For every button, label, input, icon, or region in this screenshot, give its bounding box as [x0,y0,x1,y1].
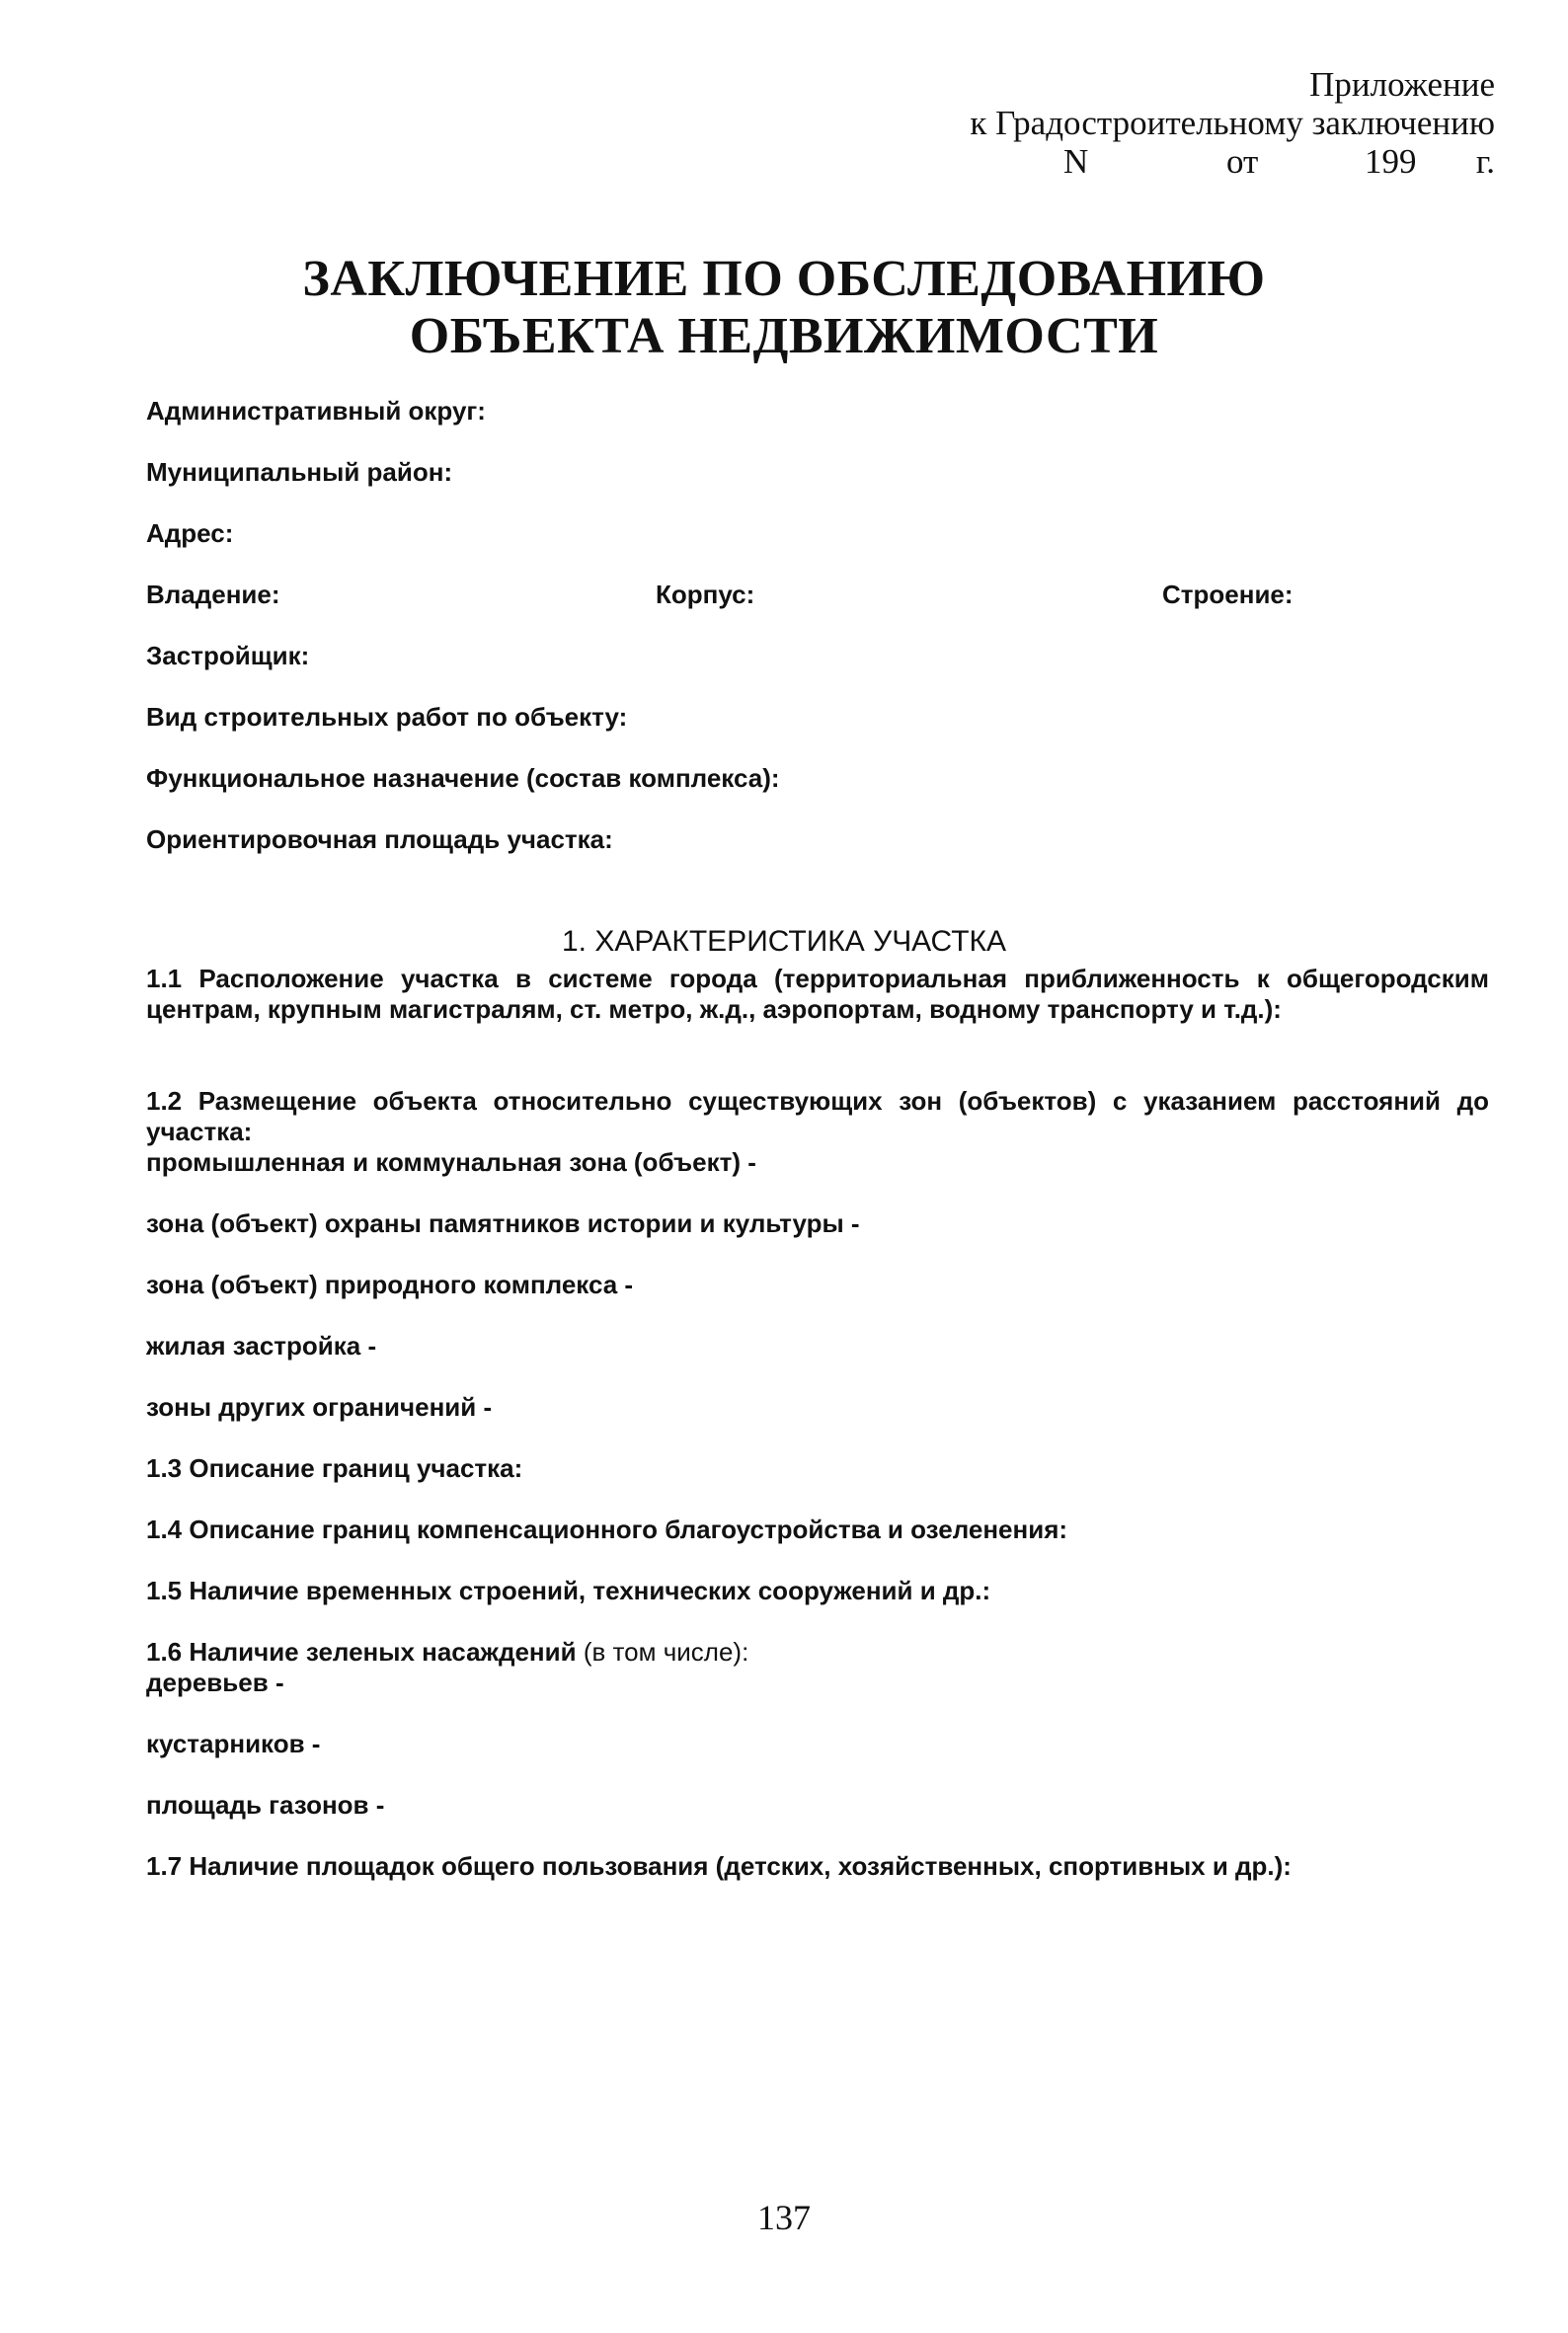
field-funkts-naznachenie: Функциональное назначение (состав комплекса): [146,763,780,793]
list-item-trees: деревьев - [146,1668,284,1697]
paragraph-1-6-note: (в том числе): [583,1637,749,1667]
field-municipal-rayon: Муниципальный район: [146,457,453,487]
appendix-reference: к Градостроительному заключению [970,104,1495,142]
list-item-heritage-zone: зона (объект) охраны памятников истории и культуры - [146,1208,860,1238]
field-zastroyshchik: Застройщик: [146,641,310,670]
list-item-industrial-zone: промышленная и коммунальная зона (объект) - [146,1147,756,1177]
field-vladenie: Владение: [146,580,280,609]
list-item-lawn-area: площадь газонов - [146,1790,385,1820]
paragraph-1-4: 1.4 Описание границ компенсационного благоустройства и озеленения: [146,1515,1068,1544]
paragraph-1-2: 1.2 Размещение объекта относительно существующих зон (объектов) с указанием расстояний до участка: [146,1086,1489,1146]
paragraph-1-5: 1.5 Наличие временных строений, технических сооружений и др.: [146,1576,991,1605]
paragraph-1-7: 1.7 Наличие площадок общего пользования (детских, хозяйственных, спортивных и др.): [146,1851,1292,1881]
appendix-year: 199 [1365,142,1417,181]
section-heading: 1. ХАРАКТЕРИСТИКА УЧАСТКА [561,925,1007,958]
paragraph-1-3: 1.3 Описание границ участка: [146,1453,523,1483]
paragraph-1-6 [146,1637,1489,1668]
field-address: Адрес: [146,518,234,548]
list-item-other-restrictions: зоны других ограничений - [146,1392,493,1422]
field-korpus: Корпус: [656,580,755,609]
appendix-header [970,65,1495,181]
document-title-line-2: ОБЪЕКТА НЕДВИЖИМОСТИ [409,308,1159,364]
field-admin-okrug: Административный округ: [146,396,486,426]
document-title [0,251,1568,365]
field-ploshchad-uchastka: Ориентировочная площадь участка: [146,824,613,854]
list-item-shrubs: кустарников - [146,1729,321,1758]
list-item-residential: жилая застройка - [146,1331,377,1361]
field-vid-rabot: Вид строительных работ по объекту: [146,702,628,732]
list-item-natural-zone: зона (объект) природного комплекса - [146,1270,634,1299]
paragraph-1-6-label: 1.6 Наличие зеленых насаждений [146,1637,577,1667]
appendix-year-suffix: г. [1475,142,1495,181]
page-number: 137 [757,2198,811,2237]
paragraph-1-1: 1.1 Расположение участка в системе города (территориальная приближенность к общегородским центрам, крупным магистралям, ст. метро, ж.д., аэропортам, водному транспорту и т.д.): [146,964,1489,1024]
appendix-number-label: N [1063,142,1089,181]
appendix-number-line [970,142,1495,181]
appendix-date-label: от [1226,142,1259,181]
field-stroenie: Строение: [1162,580,1294,609]
appendix-title: Приложение [1309,65,1495,104]
document-title-line-1: ЗАКЛЮЧЕНИЕ ПО ОБСЛЕДОВАНИЮ [302,251,1266,307]
